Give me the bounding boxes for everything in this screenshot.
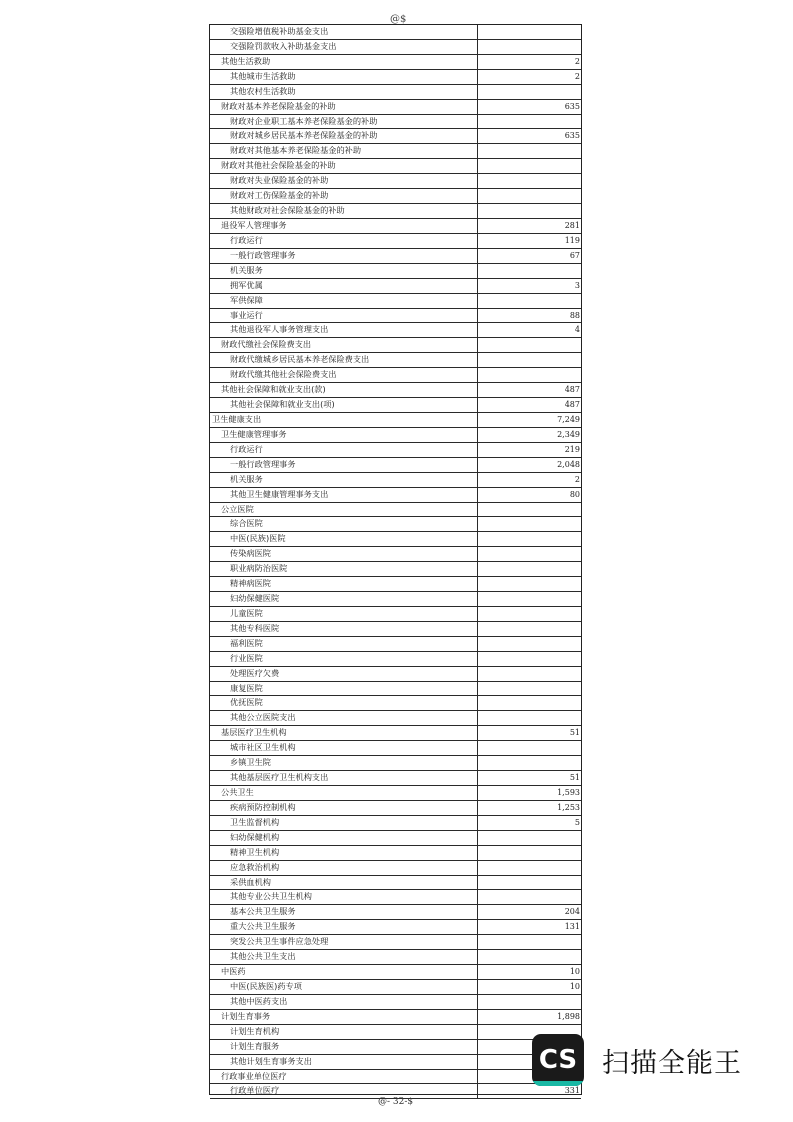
row-item-name: 卫生健康管理事务 xyxy=(210,428,478,442)
row-amount: 67 xyxy=(569,250,580,260)
row-item-name: 康复医院 xyxy=(210,682,478,696)
logo-stripe xyxy=(532,1081,584,1086)
table-row xyxy=(210,577,581,592)
table-row xyxy=(210,935,581,950)
table-row xyxy=(210,279,581,294)
row-item-name: 财政对基本养老保险基金的补助 xyxy=(210,100,478,114)
row-item-name: 财政对企业职工基本养老保险基金的补助 xyxy=(210,115,478,129)
row-item-name: 计划生育服务 xyxy=(210,1040,478,1054)
row-amount: 635 xyxy=(564,101,580,111)
table-row xyxy=(210,980,581,995)
table-row xyxy=(210,741,581,756)
table-row xyxy=(210,876,581,891)
row-amount xyxy=(478,831,581,845)
table-row xyxy=(210,100,581,115)
row-amount xyxy=(478,40,581,54)
row-amount xyxy=(478,264,581,278)
row-item-name: 妇幼保健医院 xyxy=(210,592,478,606)
row-amount xyxy=(478,846,581,860)
row-item-name: 精神卫生机构 xyxy=(210,846,478,860)
table-row xyxy=(210,1010,581,1025)
row-item-name: 基本公共卫生服务 xyxy=(210,905,478,919)
row-amount xyxy=(478,562,581,576)
table-row xyxy=(210,353,581,368)
table-row xyxy=(210,264,581,279)
row-amount xyxy=(478,577,581,591)
row-amount xyxy=(478,159,581,173)
row-item-name: 传染病医院 xyxy=(210,547,478,561)
row-item-name: 一般行政管理事务 xyxy=(210,249,478,263)
row-amount xyxy=(478,25,581,39)
row-item-name: 其他社会保障和就业支出(项) xyxy=(210,398,478,412)
table-row xyxy=(210,801,581,816)
table-row xyxy=(210,771,581,786)
row-item-name: 交强险罚款收入补助基金支出 xyxy=(210,40,478,54)
row-amount xyxy=(478,174,581,188)
row-item-name: 军供保障 xyxy=(210,294,478,308)
row-item-name: 公共卫生 xyxy=(210,786,478,800)
row-item-name: 城市社区卫生机构 xyxy=(210,741,478,755)
row-amount xyxy=(478,115,581,129)
table-row xyxy=(210,861,581,876)
row-amount xyxy=(478,756,581,770)
row-amount xyxy=(478,741,581,755)
row-item-name: 其他财政对社会保险基金的补助 xyxy=(210,204,478,218)
row-amount xyxy=(478,607,581,621)
table-row xyxy=(210,592,581,607)
row-item-name: 其他退役军人事务管理支出 xyxy=(210,323,478,337)
table-row xyxy=(210,1040,581,1055)
table-row xyxy=(210,786,581,801)
row-item-name: 突发公共卫生事件应急处理 xyxy=(210,935,478,949)
row-amount: 80 xyxy=(569,489,580,499)
table-row xyxy=(210,85,581,100)
row-amount: 3 xyxy=(574,280,580,290)
row-amount xyxy=(478,204,581,218)
row-item-name: 中医(民族医)药专项 xyxy=(210,980,478,994)
table-row xyxy=(210,607,581,622)
table-row xyxy=(210,219,581,234)
row-amount: 5 xyxy=(574,817,580,827)
table-row xyxy=(210,488,581,503)
row-amount xyxy=(478,861,581,875)
row-amount xyxy=(478,592,581,606)
table-row xyxy=(210,890,581,905)
row-item-name: 其他公立医院支出 xyxy=(210,711,478,725)
table-row xyxy=(210,532,581,547)
table-row xyxy=(210,652,581,667)
row-amount: 487 xyxy=(564,385,580,395)
table-row xyxy=(210,756,581,771)
table-row xyxy=(210,622,581,637)
table-row xyxy=(210,682,581,697)
table-row xyxy=(210,189,581,204)
row-item-name: 事业运行 xyxy=(210,309,478,323)
row-item-name: 计划生育事务 xyxy=(210,1010,478,1024)
table-row xyxy=(210,816,581,831)
row-item-name: 儿童医院 xyxy=(210,607,478,621)
row-item-name: 其他计划生育事务支出 xyxy=(210,1055,478,1069)
row-amount: 88 xyxy=(569,310,580,320)
row-amount xyxy=(478,189,581,203)
table-row xyxy=(210,428,581,443)
row-amount: 2,048 xyxy=(557,459,580,469)
table-row xyxy=(210,234,581,249)
row-item-name: 行政事业单位医疗 xyxy=(210,1070,478,1084)
row-amount: 7,249 xyxy=(557,414,580,424)
camscanner-logo-icon xyxy=(532,1034,584,1086)
table-row xyxy=(210,920,581,935)
row-item-name: 疾病预防控制机构 xyxy=(210,801,478,815)
row-amount xyxy=(478,876,581,890)
row-item-name: 卫生监督机构 xyxy=(210,816,478,830)
row-item-name: 机关服务 xyxy=(210,473,478,487)
row-item-name: 职业病防治医院 xyxy=(210,562,478,576)
row-item-name: 其他专业公共卫生机构 xyxy=(210,890,478,904)
row-item-name: 卫生健康支出 xyxy=(210,413,478,427)
table-row xyxy=(210,115,581,130)
table-row xyxy=(210,204,581,219)
table-row xyxy=(210,905,581,920)
table-row xyxy=(210,443,581,458)
table-row xyxy=(210,1070,581,1085)
row-item-name: 行政单位医疗 xyxy=(210,1084,478,1098)
row-item-name: 中医(民族)医院 xyxy=(210,532,478,546)
row-item-name: 重大公共卫生服务 xyxy=(210,920,478,934)
watermark-app-name: 扫描全能王 xyxy=(602,1047,742,1079)
row-amount xyxy=(478,532,581,546)
row-amount: 51 xyxy=(569,773,580,783)
row-item-name: 其他公共卫生支出 xyxy=(210,950,478,964)
row-amount xyxy=(478,368,581,382)
row-item-name: 中医药 xyxy=(210,965,478,979)
row-item-name: 采供血机构 xyxy=(210,876,478,890)
row-amount xyxy=(478,547,581,561)
table-row xyxy=(210,846,581,861)
table-row xyxy=(210,368,581,383)
row-item-name: 财政代缴其他社会保险费支出 xyxy=(210,368,478,382)
row-item-name: 其他基层医疗卫生机构支出 xyxy=(210,771,478,785)
row-amount xyxy=(478,517,581,531)
table-row xyxy=(210,174,581,189)
row-amount: 219 xyxy=(564,444,580,454)
row-amount xyxy=(478,294,581,308)
row-amount xyxy=(478,622,581,636)
row-item-name: 财政对失业保险基金的补助 xyxy=(210,174,478,188)
table-row xyxy=(210,249,581,264)
table-row xyxy=(210,159,581,174)
row-amount xyxy=(478,353,581,367)
table-body xyxy=(210,25,581,1099)
row-item-name: 行业医院 xyxy=(210,652,478,666)
table-row xyxy=(210,40,581,55)
table-row xyxy=(210,309,581,324)
table-row xyxy=(210,547,581,562)
table-row xyxy=(210,726,581,741)
table-row xyxy=(210,696,581,711)
table-row xyxy=(210,503,581,518)
row-amount xyxy=(478,950,581,964)
row-amount: 331 xyxy=(564,1086,580,1096)
table-row xyxy=(210,711,581,726)
row-item-name: 财政对城乡居民基本养老保险基金的补助 xyxy=(210,129,478,143)
row-item-name: 精神病医院 xyxy=(210,577,478,591)
row-amount: 10 xyxy=(569,982,580,991)
row-item-name: 其他社会保障和就业支出(款) xyxy=(210,383,478,397)
row-amount: 487 xyxy=(564,400,580,410)
row-amount xyxy=(478,85,581,99)
row-item-name: 行政运行 xyxy=(210,443,478,457)
expenditure-table xyxy=(209,24,582,1095)
row-item-name: 财政对其他基本养老保险基金的补助 xyxy=(210,144,478,158)
row-amount xyxy=(478,682,581,696)
table-row xyxy=(210,323,581,338)
table-row xyxy=(210,995,581,1010)
row-item-name: 一般行政管理事务 xyxy=(210,458,478,472)
row-item-name: 处理医疗欠费 xyxy=(210,667,478,681)
row-item-name: 其他农村生活救助 xyxy=(210,85,478,99)
table-row xyxy=(210,667,581,682)
table-row xyxy=(210,831,581,846)
table-row xyxy=(210,473,581,488)
row-item-name: 其他专科医院 xyxy=(210,622,478,636)
row-amount: 1,898 xyxy=(557,1011,580,1021)
row-amount: 2,349 xyxy=(557,429,580,439)
row-amount xyxy=(478,995,581,1009)
row-item-name: 其他卫生健康管理事务支出 xyxy=(210,488,478,502)
table-row xyxy=(210,517,581,532)
row-amount: 2 xyxy=(574,56,580,66)
row-item-name: 交强险增值税补助基金支出 xyxy=(210,25,478,39)
row-amount: 1,593 xyxy=(557,788,580,798)
row-amount xyxy=(478,637,581,651)
row-item-name: 财政对其他社会保险基金的补助 xyxy=(210,159,478,173)
row-amount xyxy=(478,711,581,725)
row-amount: 1,253 xyxy=(557,802,580,812)
row-item-name: 基层医疗卫生机构 xyxy=(210,726,478,740)
row-amount xyxy=(478,652,581,666)
row-amount xyxy=(478,503,581,517)
row-item-name: 其他中医药支出 xyxy=(210,995,478,1009)
table-row xyxy=(210,294,581,309)
table-row xyxy=(210,144,581,159)
table-row xyxy=(210,458,581,473)
table-row xyxy=(210,338,581,353)
row-amount: 2 xyxy=(574,71,580,81)
page-header-mark: @$ xyxy=(390,14,407,25)
row-amount: 131 xyxy=(564,922,580,932)
row-item-name: 行政运行 xyxy=(210,234,478,248)
row-amount: 10 xyxy=(569,967,580,977)
row-item-name: 其他城市生活救助 xyxy=(210,70,478,84)
row-amount: 2 xyxy=(574,474,580,484)
row-item-name: 福利医院 xyxy=(210,637,478,651)
row-amount: 4 xyxy=(574,325,580,335)
page-number: @- 32-$ xyxy=(378,1097,414,1107)
row-amount xyxy=(478,338,581,352)
row-item-name: 公立医院 xyxy=(210,503,478,517)
row-item-name: 应急救治机构 xyxy=(210,861,478,875)
row-item-name: 退役军人管理事务 xyxy=(210,219,478,233)
row-amount xyxy=(478,890,581,904)
table-row xyxy=(210,965,581,980)
table-row xyxy=(210,55,581,70)
row-amount xyxy=(478,144,581,158)
table-row xyxy=(210,413,581,428)
row-amount: 635 xyxy=(564,131,580,141)
row-amount: 119 xyxy=(564,235,580,245)
row-item-name: 财政对工伤保险基金的补助 xyxy=(210,189,478,203)
row-item-name: 优抚医院 xyxy=(210,696,478,710)
row-item-name: 计划生育机构 xyxy=(210,1025,478,1039)
row-item-name: 综合医院 xyxy=(210,517,478,531)
row-item-name: 财政代缴城乡居民基本养老保险费支出 xyxy=(210,353,478,367)
table-row xyxy=(210,25,581,40)
row-item-name: 其他生活救助 xyxy=(210,55,478,69)
table-row xyxy=(210,383,581,398)
table-row xyxy=(210,950,581,965)
row-amount xyxy=(478,696,581,710)
row-amount xyxy=(478,667,581,681)
row-item-name: 财政代缴社会保险费支出 xyxy=(210,338,478,352)
row-amount: 204 xyxy=(564,907,580,917)
row-item-name: 妇幼保健机构 xyxy=(210,831,478,845)
row-amount: 281 xyxy=(564,220,580,230)
table-row xyxy=(210,637,581,652)
row-amount: 51 xyxy=(569,728,580,738)
table-row xyxy=(210,1055,581,1070)
camscanner-watermark xyxy=(532,1034,742,1086)
logo-text: CS xyxy=(538,1045,578,1075)
row-amount xyxy=(478,935,581,949)
row-item-name: 乡镇卫生院 xyxy=(210,756,478,770)
table-row xyxy=(210,1025,581,1040)
table-row xyxy=(210,398,581,413)
table-row xyxy=(210,70,581,85)
row-item-name: 机关服务 xyxy=(210,264,478,278)
table-row xyxy=(210,562,581,577)
table-row xyxy=(210,129,581,144)
row-item-name: 拥军优属 xyxy=(210,279,478,293)
